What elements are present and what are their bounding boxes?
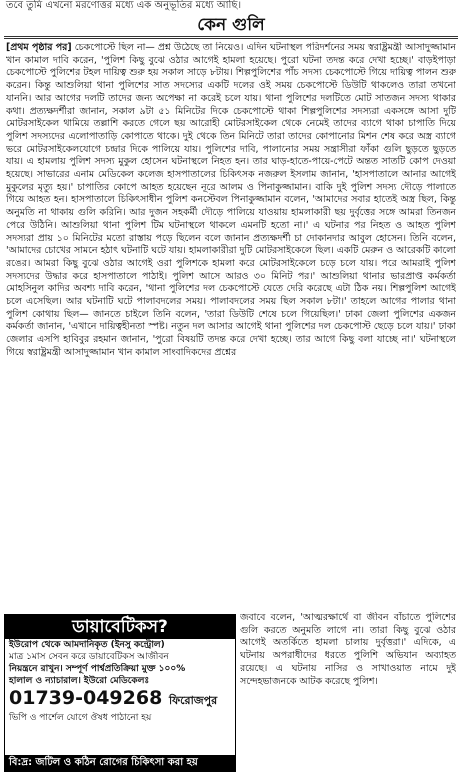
bottom-section — [0, 612, 462, 774]
ad-headline: ডায়াবেটিকস? — [5, 615, 235, 639]
ad-phone-row — [5, 687, 235, 712]
ad-line-import: ইউরোপ থেকে আমদানিকৃত (ইনসু কন্ট্রোল) — [9, 640, 165, 650]
ad-phone-number: 01739-049268 — [9, 687, 163, 709]
ad-line-natural: হালাল ও ন্যাচারাল। ইউরো মেডিকেলঃ — [9, 676, 150, 686]
ad-line-delivery: ভিপি ও পার্শেল যোগে ঔষধ পাঠানো হয় — [9, 713, 152, 723]
title-divider-secondary — [4, 38, 458, 39]
diabetes-advertisement — [4, 614, 236, 772]
article-body — [6, 42, 456, 612]
ad-line-dosage: মাত্র ১মাস সেবন করে ডায়াবেটিকস আজীবন — [9, 652, 169, 662]
article-text: চেকপোস্টে ছিল না— প্রশ্ন উঠেছে তা নিয়েও। এদিন ঘটনাস্থল পরিদর্শনের সময় স্বরাষ্ট্রমন্ত্রী আসাদুজ্জামান খান কামাল দাবি করেন, 'পুলিশ কিছু বুঝে ওঠার আগেই হামলা হয়েছে। পুরো ঘটনা তদন্ত করে দেখা হচ্ছে।' বাড়ইপাড়া চেকপোস্টে পুলিশের টহল দায়িত্ব শুরু হয় সকাল সাড়ে ৮টায়। শিল্পপুলিশের পাঁচ সদস্য চেকপোস্টে গিয়ে দায়িত্ব পালন শুরু করেন। কিন্তু আশুলিয়া থানা পুলিশের সাত সদস্যের একটি দলের ওই সময় চেকপোস্টে ডিউটি থাকলেও তারা তখনো যাননি। আর আগের দলটি তাদের জন্য অপেক্ষা না করেই চলে যায়। থানা পুলিশের দলটিতে মোট সাতজন সদস্য থাকার কথা। প্রত্যক্ষদর্শীরা জানান, সকাল ৯টা ৫১ মিনিটের দিকে চেকপোস্টে থাকা শিল্পপুলিশের সদস্যরা একসঙ্গে আসা দুটি মোটরসাইকেল থামিয়ে তল্লাশি করতে গেলে ছয় আরোহী মোটরসাইকেল থেকে নেমেই তাদের ব্যাগে থাকা চাপাতি দিয়ে পুলিশ সদস্যদের এলোপাতাড়ি কোপাতে থাকে। দুই থেকে তিন মিনিটে তারা তাদের কোপানোর মিশন শেষ করে অস্ত্র ব্যাগে ভরে মোটরসাইকেলযোগে চন্দ্রার দিকে পালিয়ে যায়। পুলিশের দাবি, পালানোর সময় সন্ত্রাসীরা ফাঁকা গুলি ছুড়তে ছুড়তে যায়। এ হামলায় পুলিশ সদস্য মুকুল হোসেন ঘটনাস্থলে নিহত হন। তার ঘাড়-হাতে-পায়ে-পেটে অন্তত সাতটি কোপ দেওয়া হয়েছে। সাভারের এনাম মেডিকেল কলেজ হাসপাতালের চিকিৎসক নজরুল ইসলাম জানান, 'হাসপাতালে আনার আগেই মুকুলের মৃত্যু হয়।' চাপাতির কোপে আহত হয়েছেন নূরে আলম ও পিনাকুজ্জামান। বাকি দুই পুলিশ সদস্য দৌড়ে পালাতে গিয়ে আহত হন। হাসপাতালে চিকিৎসাধীন পুলিশ কনস্টেবল পিনাকুজ্জামান বলেন, 'আমাদের সবার হাতেই অস্ত্র ছিল, কিন্তু অনুমতি না থাকায় গুলি করিনি। আর দুজন সহকর্মী দৌড়ে পালিয়ে যাওয়ায় হামলাকারী ছয় দুর্বৃত্তের সঙ্গে আমরা তিনজন পেরে উঠিনি। আশুলিয়া থানা পুলিশ টিম ঘটনাস্থলে থাকলে এমনটি হতো না।' এ ঘটনার পর নিহত ও আহত পুলিশ সদস্যরা প্রায় ১০ মিনিটের মতো রাস্তায় পড়ে ছিলেন বলে জানান প্রত্যক্ষদর্শী চা দোকানদার আবুল হোসেন। তিনি বলেন, 'আমাদের চোখের সামনে হঠাৎ ঘটনাটি ঘটে যায়। হামলাকারীরা দুটি মোটরসাইকেলে ছিল। একটি মেরুন ও আরেকটি কালো রঙের। আমরা কিছু বুঝে ওঠার আগেই ওরা পুলিশকে হামলা করে মোটরসাইকেলে চড়ে চলে যায়। পরে আমরাই পুলিশ সদস্যদের উদ্ধার করে হাসপাতালে পাঠাই। পুলিশ আসে আরও ৩০ মিনিট পর।' আশুলিয়া থানার ভারপ্রাপ্ত কর্মকর্তা মোহসিনুল কাদির অবশ্য দাবি করেন, 'থানা পুলিশের দল চেকপোস্টে যেতে দেরি করেছে এটা ঠিক নয়। শিল্পপুলিশ আগেই চলে এসেছিল। আর ঘটনাটি ঘটে পালাবদলের সময়। পালাবদলের সময় ছিল সকাল ৮টা।' তাহলে আগের পালার থানা পুলিশ কোথায় ছিল— জানতে চাইলে তিনি বলেন, 'তারা ডিউটি শেষে চলে গিয়েছিল।' ঢাকা জেলা পুলিশের একজন কর্মকর্তা জানান, 'এখানে দায়িত্বহীনতা স্পষ্ট। নতুন দল আসার আগেই থানা পুলিশের দল চেকপোস্ট ছেড়ে চলে যায়।' ঢাকা জেলার এসপি হাবিবুর রহমান জানান, 'পুরো বিষয়টি তদন্ত করে দেখা হচ্ছে। তার আগে কিছু বলা যাচ্ছে না।' ঘটনাস্থলে গিয়ে স্বরাষ্ট্রমন্ত্রী আসাদুজ্জামান খান কামাল সাংবাদিকদের প্রশ্নের — [6, 42, 456, 358]
clipped-previous-line: তবে তুমি এখনো মরণোত্তর মধ্যে এক অনুভূতির মধ্যে আছি। — [6, 0, 242, 11]
ad-footer-note: বি:দ্র: জটিল ও কঠিন রোগের চিকিৎসা করা হয় — [5, 755, 235, 771]
ad-line-control: নিয়ন্ত্রনে রাখুন। সম্পূর্ণ পার্শ্বপ্রতিক্রিয়া মুক্ত ১০০% — [9, 664, 186, 674]
article-continuation: জবাবে বলেন, 'আত্মরক্ষার্থে বা জীবন বাঁচাতে পুলিশের গুলি করতে অনুমতি লাগে না। তারা কিছু বুঝে ওঠার আগেই অতর্কিতে হামলা চালায় দুর্বৃত্তরা।' এদিকে, এ ঘটনায় অপরাধীদের ধরতে পুলিশি অভিযান অব্যাহত রয়েছে। এ ঘটনায় নাসির ও সাখাওয়াত নামে দুই সন্দেহভাজনকে আটক করেছে পুলিশ। — [240, 612, 456, 687]
ad-location: ফিরোজপুর — [168, 694, 218, 707]
article-lead: [প্রথম পৃষ্ঠার পর] — [6, 42, 72, 53]
title-divider — [4, 36, 458, 37]
article-title: কেন গুলি — [197, 15, 265, 35]
